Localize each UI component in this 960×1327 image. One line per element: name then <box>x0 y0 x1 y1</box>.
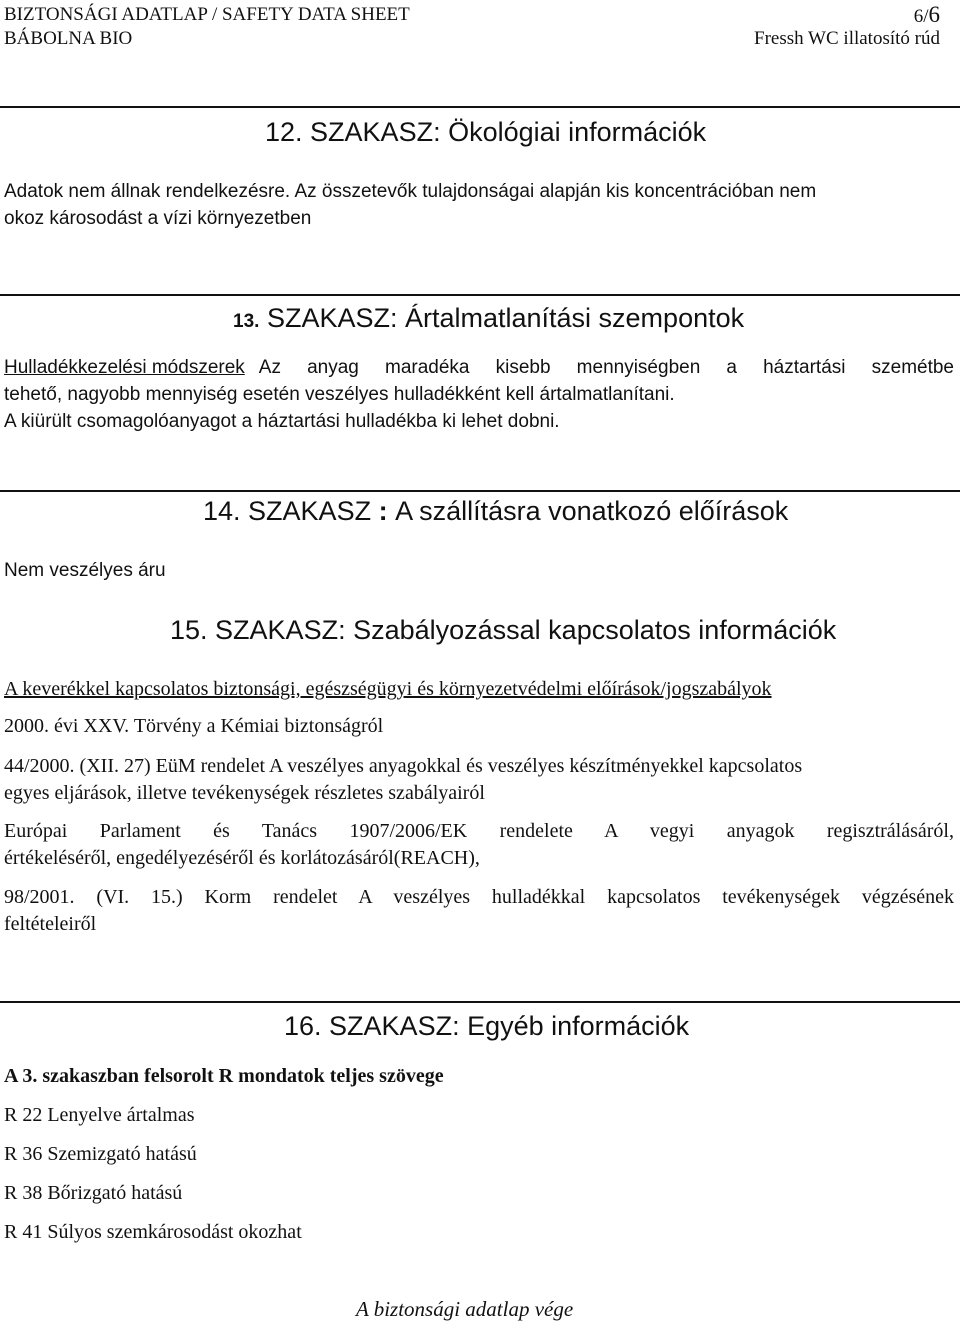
section-12-text-line1: Adatok nem állnak rendelkezésre. Az összetevők tulajdonságai alapján kis koncentrációban nem <box>4 181 817 202</box>
section-13-text-line2: tehető, nagyobb mennyiség esetén veszélyes hulladékként kell ártalmatlanítani. <box>4 384 675 405</box>
section-12-title: 12. SZAKASZ: Ökológiai információk <box>265 117 707 147</box>
r-phrase-item: R 38 Bőrizgató hatású <box>4 1182 183 1204</box>
section-14-divider <box>0 490 960 492</box>
r-phrase-item: R 22 Lenyelve ártalmas <box>4 1104 195 1126</box>
section-14-title-colon: : <box>371 496 396 526</box>
section-13-title-text: SZAKASZ: Ártalmatlanítási szempontok <box>266 303 745 333</box>
law-reach-line1: Európai Parlament és Tanács 1907/2006/EK rendelete A vegyi anyagok regisztrálásáról, <box>4 820 954 842</box>
section-13-text-line1 <box>4 357 954 379</box>
waste-methods-label: Hulladékkezelési módszerek <box>4 357 245 378</box>
law-chemical-safety: 2000. évi XXV. Törvény a Kémiai biztonságról <box>4 715 384 737</box>
waste-methods-text: Az anyag maradéka kisebb mennyiségben a háztartási szemétbe <box>258 357 954 378</box>
section-14-title <box>203 496 788 527</box>
page-number <box>914 2 940 28</box>
section-13-title <box>233 303 744 334</box>
section-16-divider <box>0 1001 960 1003</box>
r-phrase-item: R 41 Súlyos szemkárosodást okozhat <box>4 1221 302 1243</box>
section-14-title-number: 14. SZAKASZ <box>203 496 372 526</box>
end-of-document: A biztonsági adatlap vége <box>356 1297 574 1321</box>
section-13-text-line3: A kiürült csomagolóanyagot a háztartási hulladékba ki lehet dobni. <box>4 411 560 432</box>
r-phrase-item: R 36 Szemizgató hatású <box>4 1143 197 1165</box>
section-12-text-line2: okoz károsodást a vízi környezetben <box>4 208 312 229</box>
section-14-title-text: A szállításra vonatkozó előírások <box>395 496 789 526</box>
law-hazardous-waste-line2: feltételeiről <box>4 913 97 935</box>
section-12-divider <box>0 106 960 108</box>
section-13-divider <box>0 294 960 296</box>
section-13-title-number: 13. <box>233 311 260 332</box>
doc-header-company: BÁBOLNA BIO <box>4 28 133 49</box>
section-16-title: 16. SZAKASZ: Egyéb információk <box>284 1011 690 1041</box>
law-eum-decree-line2: egyes eljárások, illetve tevékenységek részletes szabályairól <box>4 782 485 804</box>
r-phrases-title: A 3. szakaszban felsorolt R mondatok teljes szövege <box>4 1065 444 1087</box>
section-15-subtitle: A keverékkel kapcsolatos biztonsági, egészségügyi és környezetvédelmi előírások/jogszabályok <box>4 678 772 700</box>
section-15-title: 15. SZAKASZ: Szabályozással kapcsolatos információk <box>170 615 837 645</box>
law-hazardous-waste-line1: 98/2001. (VI. 15.) Korm rendelet A veszélyes hulladékkal kapcsolatos tevékenységek végzésének <box>4 886 954 908</box>
transport-classification: Nem veszélyes áru <box>4 560 166 581</box>
product-name: Fressh WC illatosító rúd <box>754 28 940 49</box>
page-number-total: 6 <box>928 2 940 27</box>
law-reach-line2: értékeléséről, engedélyezéséről és korlátozásáról(REACH), <box>4 847 480 869</box>
law-eum-decree-line1: 44/2000. (XII. 27) EüM rendelet A veszélyes anyagokkal és veszélyes készítményekkel kapcsolatos <box>4 755 803 777</box>
doc-header-title: BIZTONSÁGI ADATLAP / SAFETY DATA SHEET <box>4 4 410 25</box>
page-number-current: 6/ <box>913 6 929 27</box>
